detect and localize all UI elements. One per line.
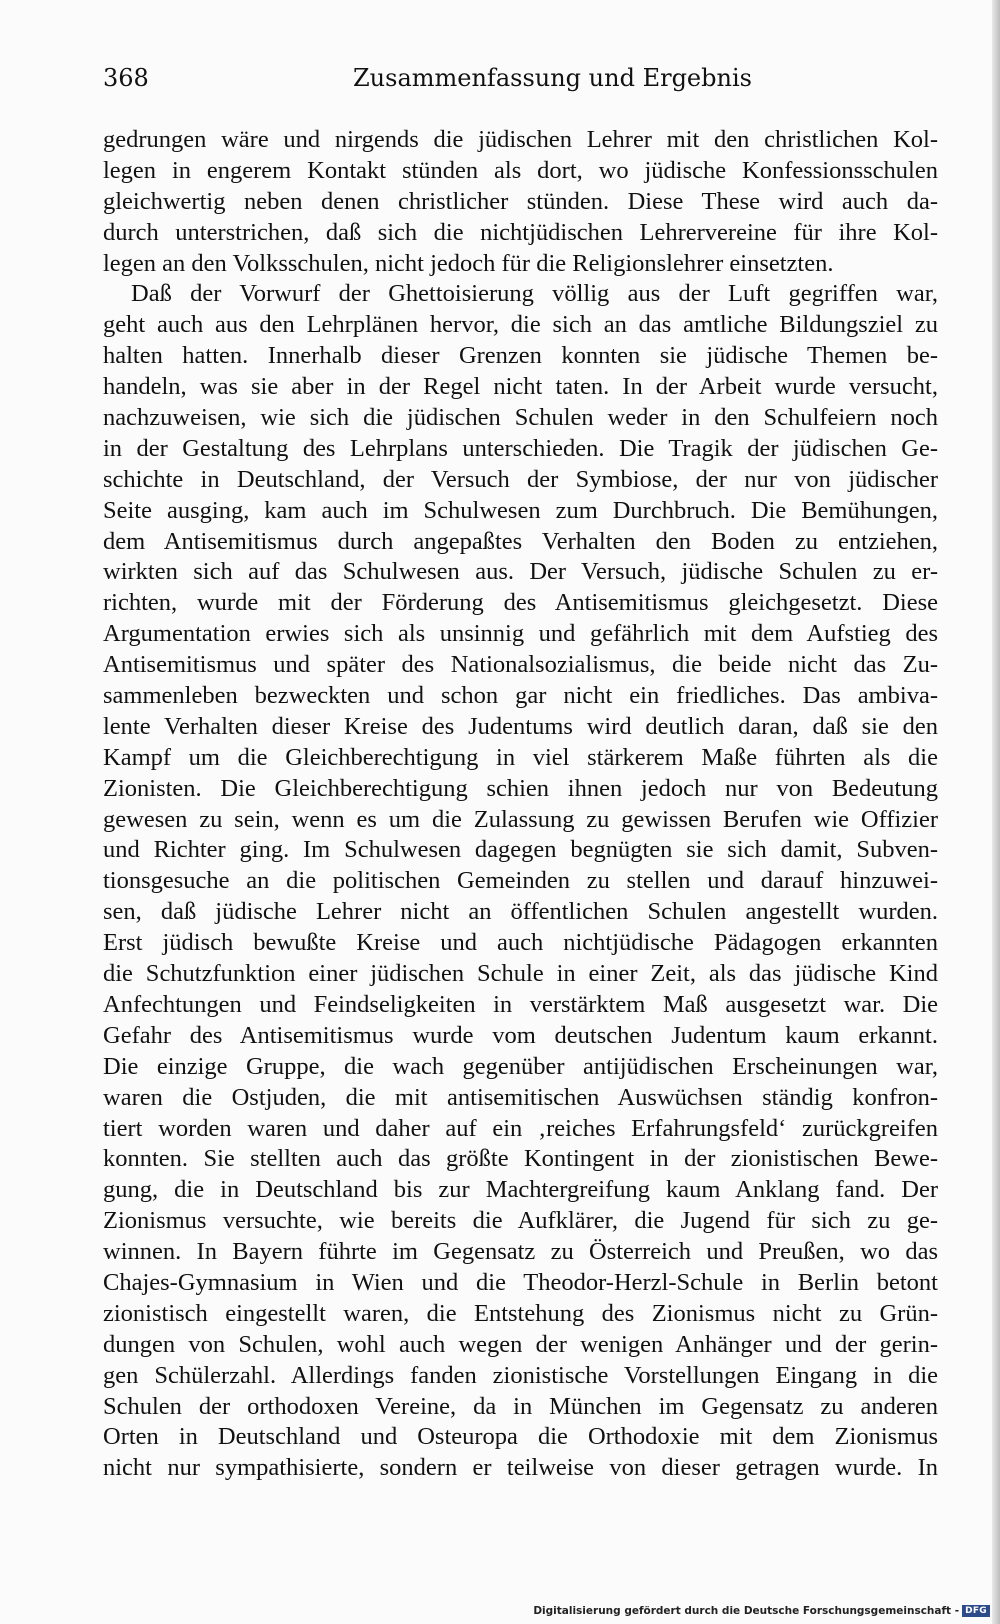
body-text <box>103 125 938 1484</box>
text-line: und Richter ging. Im Schulwesen dagegen begnügten sie sich damit, Subven- <box>103 836 938 864</box>
text-line: Zionisten. Die Gleichberechtigung schien ihnen jedoch nur von Bedeutung <box>103 774 938 802</box>
text-line: handeln, was sie aber in der Regel nicht taten. In der Arbeit wurde versucht, <box>103 373 938 401</box>
text-line: durch unterstrichen, daß sich die nichtjüdischen Lehrervereine für ihre Kol- <box>103 218 938 246</box>
text-line: Gefahr des Antisemitismus wurde vom deutschen Judentum kaum erkannt. <box>103 1021 938 1049</box>
text-line: Argumentation erwies sich als unsinnig und gefährlich mit dem Aufstieg des <box>103 620 938 648</box>
dfg-logo: DFG <box>962 1605 990 1617</box>
text-line: halten hatten. Innerhalb dieser Grenzen konnten sie jüdische Themen be- <box>103 342 938 370</box>
text-line: dem Antisemitismus durch angepaßtes Verhalten den Boden zu entziehen, <box>103 527 938 555</box>
page-edge-shadow <box>992 0 1000 1624</box>
digitization-footer <box>533 1602 990 1620</box>
text-line: gewesen zu sein, wenn es um die Zulassung zu gewissen Berufen wie Offizier <box>103 805 938 833</box>
text-line: Zionismus versuchte, wie bereits die Aufklärer, die Jugend für sich zu ge- <box>103 1207 938 1235</box>
text-line: sen, daß jüdische Lehrer nicht an öffentlichen Schulen angestellt wurden. <box>103 898 938 926</box>
text-line: gung, die in Deutschland bis zur Machtergreifung kaum Anklang fand. Der <box>103 1176 938 1204</box>
text-line: Erst jüdisch bewußte Kreise und auch nichtjüdische Pädagogen erkannten <box>103 929 938 957</box>
text-line: wirkten sich auf das Schulwesen aus. Der Versuch, jüdische Schulen zu er- <box>103 558 938 586</box>
text-line: lente Verhalten dieser Kreise des Judentums wird deutlich daran, daß sie den <box>103 712 938 740</box>
text-line: tiert worden waren und daher auf ein ‚reiches Erfahrungsfeld‘ zurückgreifen <box>103 1114 938 1142</box>
text-line: Antisemitismus und später des Nationalsozialismus, die beide nicht das Zu- <box>103 651 938 679</box>
text-line: Die einzige Gruppe, die wach gegenüber antijüdischen Erscheinungen war, <box>103 1052 938 1080</box>
text-line: nachzuweisen, wie sich die jüdischen Schulen weder in den Schulfeiern noch <box>103 404 938 432</box>
text-line: dungen von Schulen, wohl auch wegen der wenigen Anhänger und der gerin- <box>103 1330 938 1358</box>
text-line: zionistisch eingestellt waren, die Entstehung des Zionismus nicht zu Grün- <box>103 1299 938 1327</box>
text-line: nicht nur sympathisierte, sondern er teilweise von dieser getragen wurde. In <box>103 1454 938 1482</box>
text-line: Daß der Vorwurf der Ghettoisierung völlig aus der Luft gegriffen war, <box>131 280 938 308</box>
text-line: sammenleben bezweckten und schon gar nicht ein friedliches. Das ambiva- <box>103 682 938 710</box>
text-line: konnten. Sie stellten auch das größte Kontingent in der zionistischen Bewe- <box>103 1145 938 1173</box>
text-line: Schulen der orthodoxen Vereine, da in München im Gegensatz zu anderen <box>103 1392 938 1420</box>
page-header <box>103 64 938 104</box>
text-line: Orten in Deutschland und Osteuropa die Orthodoxie mit dem Zionismus <box>103 1423 938 1451</box>
page-number: 368 <box>103 64 149 92</box>
text-line: Kampf um die Gleichberechtigung in viel stärkerem Maße führten als die <box>103 743 938 771</box>
text-line: waren die Ostjuden, die mit antisemitischen Auswüchsen ständig konfron- <box>103 1083 938 1111</box>
text-line: richten, wurde mit der Förderung des Antisemitismus gleichgesetzt. Diese <box>103 589 938 617</box>
text-line: die Schutzfunktion einer jüdischen Schule in einer Zeit, als das jüdische Kind <box>103 960 938 988</box>
text-line: gleichwertig neben denen christlicher stünden. Diese These wird auch da- <box>103 187 938 215</box>
text-line: gedrungen wäre und nirgends die jüdischen Lehrer mit den christlichen Kol- <box>103 126 938 153</box>
text-line: schichte in Deutschland, der Versuch der Symbiose, der nur von jüdischer <box>103 465 938 493</box>
running-title: Zusammenfassung und Ergebnis <box>353 64 752 92</box>
text-line: Seite ausging, kam auch im Schulwesen zum Durchbruch. Die Bemühungen, <box>103 496 938 524</box>
text-line: Anfechtungen und Feindseligkeiten in verstärktem Maß ausgesetzt war. Die <box>103 990 938 1018</box>
digitization-notice: Digitalisierung gefördert durch die Deutsche Forschungsgemeinschaft - <box>533 1605 960 1617</box>
text-line: winnen. In Bayern führte im Gegensatz zu Österreich und Preußen, wo das <box>103 1238 938 1266</box>
text-line: geht auch aus den Lehrplänen hervor, die sich an das amtliche Bildungsziel zu <box>103 311 938 339</box>
text-line: legen in engerem Kontakt stünden als dort, wo jüdische Konfessionsschulen <box>103 156 938 184</box>
text-line: legen an den Volksschulen, nicht jedoch für die Religionslehrer einsetzten. <box>103 249 834 277</box>
text-line: tionsgesuche an die politischen Gemeinden zu stellen und darauf hinzuwei- <box>103 867 938 895</box>
text-line: in der Gestaltung des Lehrplans unterschieden. Die Tragik der jüdischen Ge- <box>103 434 938 462</box>
text-line: gen Schülerzahl. Allerdings fanden zionistische Vorstellungen Eingang in die <box>103 1361 938 1389</box>
text-line: Chajes-Gymnasium in Wien und die Theodor-Herzl-Schule in Berlin betont <box>103 1268 938 1296</box>
